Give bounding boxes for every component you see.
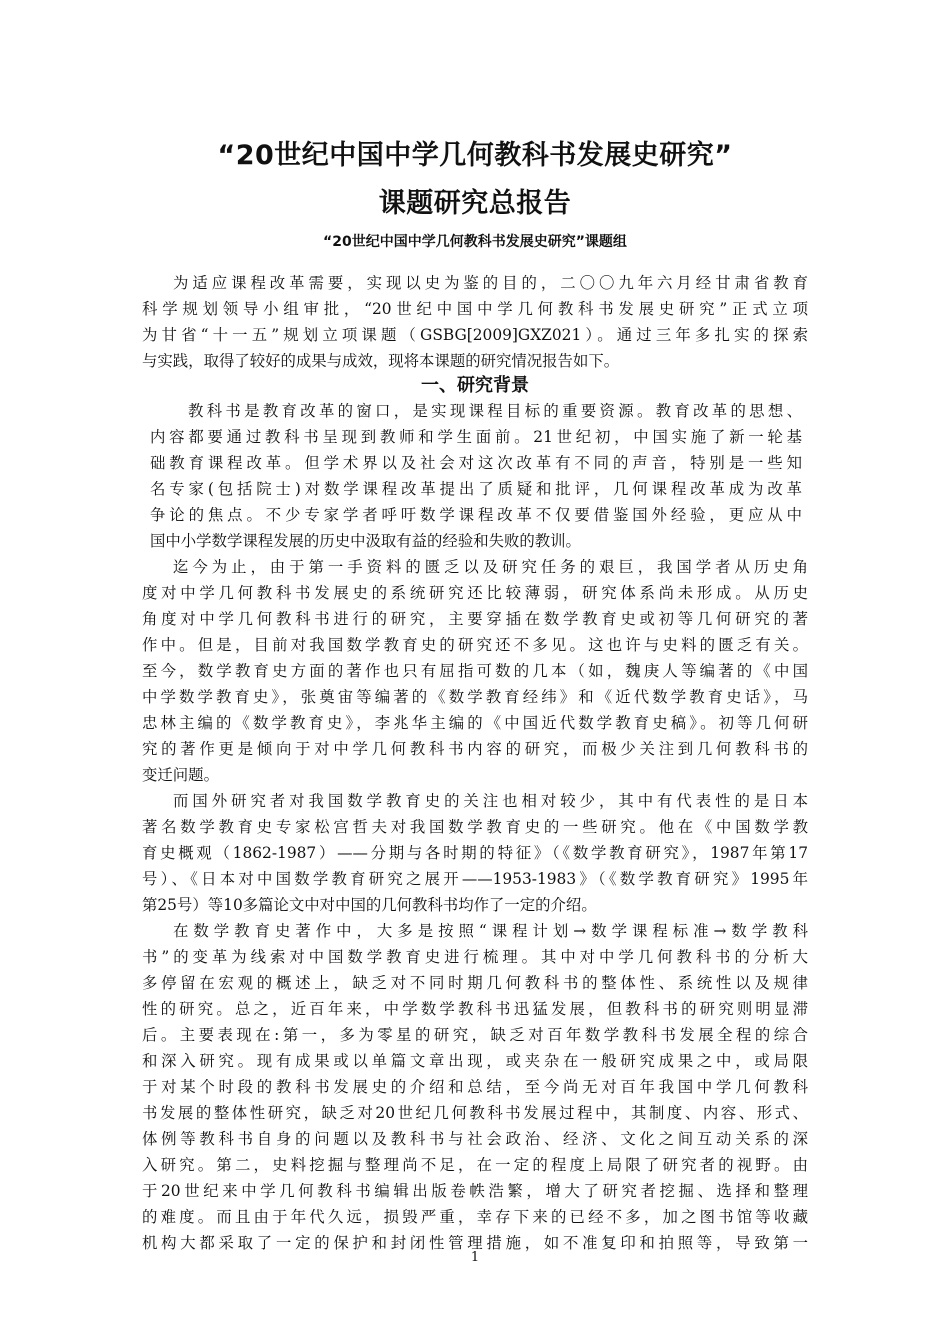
paragraph-line: 与实践，取得了较好的成果与成效，现将本课题的研究情况报告如下。 <box>142 352 620 370</box>
section1-paragraph-4 <box>142 918 808 1256</box>
section1-paragraph-3 <box>142 788 808 918</box>
paragraph-line: 于对某个时段的教科书发展史的介绍和总结，至今尚无对百年我国中学几何教科 <box>142 1078 808 1096</box>
paragraph-line: 和深入研究。现有成果或以单篇文章出现，或夹杂在一般研究成果之中，或局限 <box>142 1052 808 1070</box>
section1-paragraph-1 <box>150 398 802 554</box>
paragraph-line: 角度对中学几何教科书进行的研究，主要穿插在数学教育史或初等几何研究的著 <box>142 610 808 628</box>
paragraph-line: 体例等教科书自身的问题以及教科书与社会政治、经济、文化之间互动关系的深 <box>142 1130 808 1148</box>
paragraph-line: 争论的焦点。不少专家学者呼吁数学课程改革不仅要借鉴国外经验，更应从中 <box>150 506 802 524</box>
paragraph-line: 的难度。而且由于年代久远，损毁严重，幸存下来的已经不多，加之图书馆等收藏 <box>142 1208 808 1226</box>
document-byline: “20世纪中国中学几何教科书发展史研究”课题组 <box>323 234 627 250</box>
paragraph-line: 内容都要通过教科书呈现到教师和学生面前。21世纪初，中国实施了新一轮基 <box>150 428 802 446</box>
intro-paragraph <box>142 270 808 374</box>
paragraph-line: 于20世纪来中学几何教科书编辑出版卷帙浩繁，增大了研究者挖掘、选择和整理 <box>142 1182 808 1200</box>
paragraph-line: 忠林主编的《数学教育史》，李兆华主编的《中国近代数学教育史稿》。初等几何研 <box>142 714 808 732</box>
paragraph-line: 至今，数学教育史方面的著作也只有屈指可数的几本（如，魏庚人等编著的《中国 <box>142 662 808 680</box>
paragraph-line: 迄今为止，由于第一手资料的匮乏以及研究任务的艰巨，我国学者从历史角 <box>173 558 808 576</box>
paragraph-line: 中学数学教育史》，张奠宙等编著的《数学教育经纬》和《近代数学教育史话》，马 <box>142 688 808 706</box>
paragraph-line: 为适应课程改革需要，实现以史为鉴的目的，二〇〇九年六月经甘肃省教育 <box>173 274 808 292</box>
paragraph-line: 书发展的整体性研究，缺乏对20世纪几何教科书发展过程中，其制度、内容、形式、 <box>142 1104 808 1122</box>
paragraph-line: 变迁问题。 <box>142 766 219 784</box>
paragraph-line: 国中小学数学课程发展的历史中汲取有益的经验和失败的教训。 <box>150 532 581 550</box>
paragraph-line: 教科书是教育改革的窗口，是实现课程目标的重要资源。教育改革的思想、 <box>188 402 802 420</box>
paragraph-line: 入研究。第二，史料挖掘与整理尚不足，在一定的程度上局限了研究者的视野。由 <box>142 1156 808 1174</box>
paragraph-line: 而国外研究者对我国数学教育史的关注也相对较少，其中有代表性的是日本 <box>173 792 808 810</box>
page-number: 1 <box>470 1250 480 1265</box>
document-title-line-1: “20世纪中国中学几何教科书发展史研究” <box>217 140 733 171</box>
section1-paragraph-2 <box>142 554 808 788</box>
document-title-line-2: 课题研究总报告 <box>378 188 572 219</box>
paragraph-line: 究的著作更是倾向于对中学几何教科书内容的研究，而极少关注到几何教科书的 <box>142 740 808 758</box>
paragraph-line: 在数学教育史著作中，大多是按照“课程计划→数学课程标准→数学教科 <box>173 922 808 940</box>
paragraph-line: 科学规划领导小组审批，“20世纪中国中学几何教科书发展史研究”正式立项 <box>142 300 808 318</box>
paragraph-line: 第25号）等10多篇论文中对中国的几何教科书均作了一定的介绍。 <box>142 896 597 914</box>
paragraph-line: 础教育课程改革。但学术界以及社会对这次改革有不同的声音，特别是一些知 <box>150 454 802 472</box>
paragraph-line: 性的研究。总之，近百年来，中学数学教科书迅猛发展，但教科书的研究则明显滞 <box>142 1000 808 1018</box>
paragraph-line: 作中。但是，目前对我国数学教育史的研究还不多见。这也许与史料的匮乏有关。 <box>142 636 808 654</box>
paragraph-line: 为甘省“十一五”规划立项课题（GSBG[2009]GXZ021）。通过三年多扎实的探索 <box>142 326 808 344</box>
section-heading-background: 一、研究背景 <box>421 375 529 396</box>
paragraph-line: 度对中学几何教科书发展史的系统研究还比较薄弱，研究体系尚未形成。从历史 <box>142 584 808 602</box>
paragraph-line: 育史概观（1862-1987）——分期与各时期的特征》（《数学教育研究》，1987年第17 <box>142 844 808 862</box>
paragraph-line: 机构大都采取了一定的保护和封闭性管理措施，如不准复印和拍照等，导致第一 <box>142 1234 808 1252</box>
paragraph-line: 多停留在宏观的概述上，缺乏对不同时期几何教科书的整体性、系统性以及规律 <box>142 974 808 992</box>
paragraph-line: 后。主要表现在:第一，多为零星的研究，缺乏对百年数学教科书发展全程的综合 <box>142 1026 808 1044</box>
paragraph-line: 著名数学教育史专家松宫哲夫对我国数学教育史的一些研究。他在《中国数学教 <box>142 818 808 836</box>
paragraph-line: 书”的变革为线索对中国数学教育史进行梳理。其中对中学几何教科书的分析大 <box>142 948 808 966</box>
paragraph-line: 号）、《日本对中国数学教育研究之展开——1953-1983》（《数学教育研究》1995年 <box>142 870 808 888</box>
paragraph-line: 名专家(包括院士)对数学课程改革提出了质疑和批评，几何课程改革成为改革 <box>150 480 802 498</box>
